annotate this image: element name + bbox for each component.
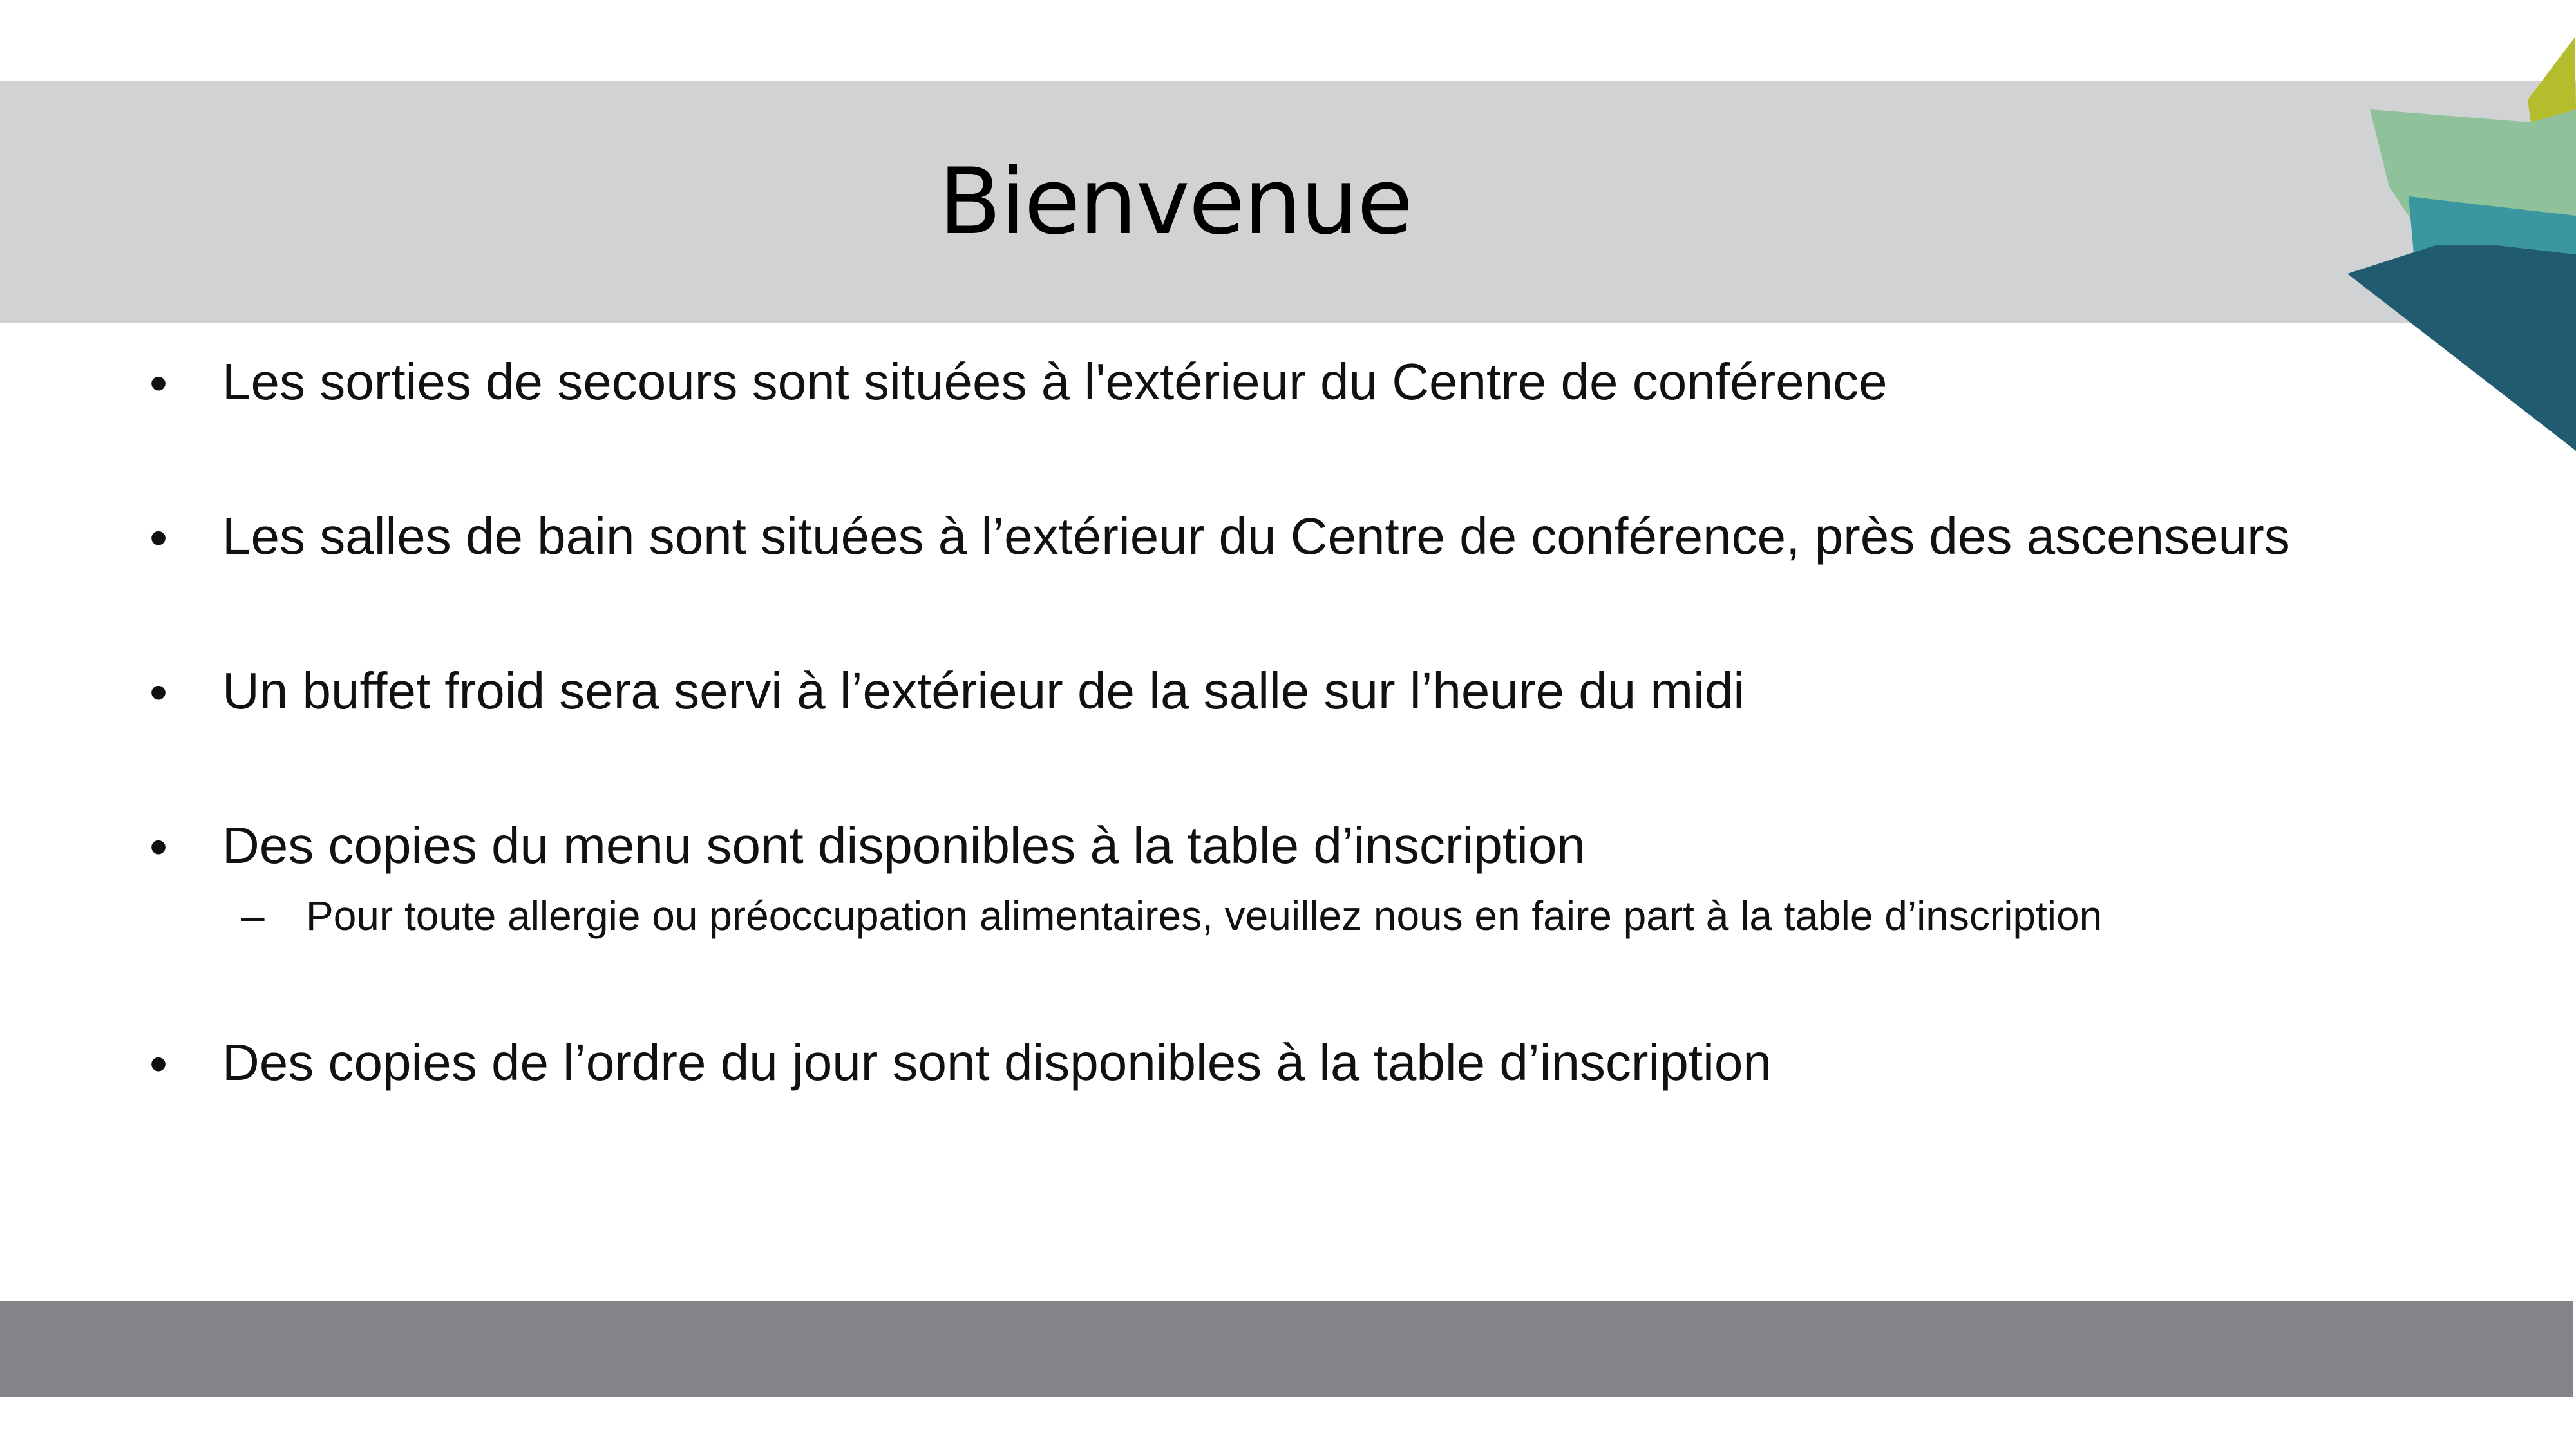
bullet-marker: • <box>149 1035 168 1092</box>
bullet-item-buffet: Un buffet froid sera servi à l’extérieur de la salle sur l’heure du midi <box>222 662 1745 719</box>
footer-band <box>0 1301 2573 1397</box>
bullet-marker: • <box>149 818 168 875</box>
sub-bullet-item-allergies: Pour toute allergie ou préoccupation alimentaires, veuillez nous en faire part à la table d’inscription <box>306 893 2103 939</box>
bullet-item-menu-copies: Des copies du menu sont disponibles à la table d’inscription <box>222 817 1586 874</box>
bullet-marker: • <box>149 509 168 566</box>
bullet-item-bathrooms: Les salles de bain sont situées à l’extérieur du Centre de conférence, près des ascenseurs <box>222 507 2290 565</box>
sub-bullet-marker: – <box>242 893 265 939</box>
bullet-item-emergency-exits: Les sorties de secours sont situées à l'extérieur du Centre de conférence <box>222 353 1888 410</box>
slide-title: Bienvenue <box>938 149 1412 255</box>
bullet-item-agenda-copies: Des copies de l’ordre du jour sont disponibles à la table d’inscription <box>222 1034 1772 1091</box>
bullet-marker: • <box>149 663 168 721</box>
bullet-marker: • <box>149 354 168 412</box>
